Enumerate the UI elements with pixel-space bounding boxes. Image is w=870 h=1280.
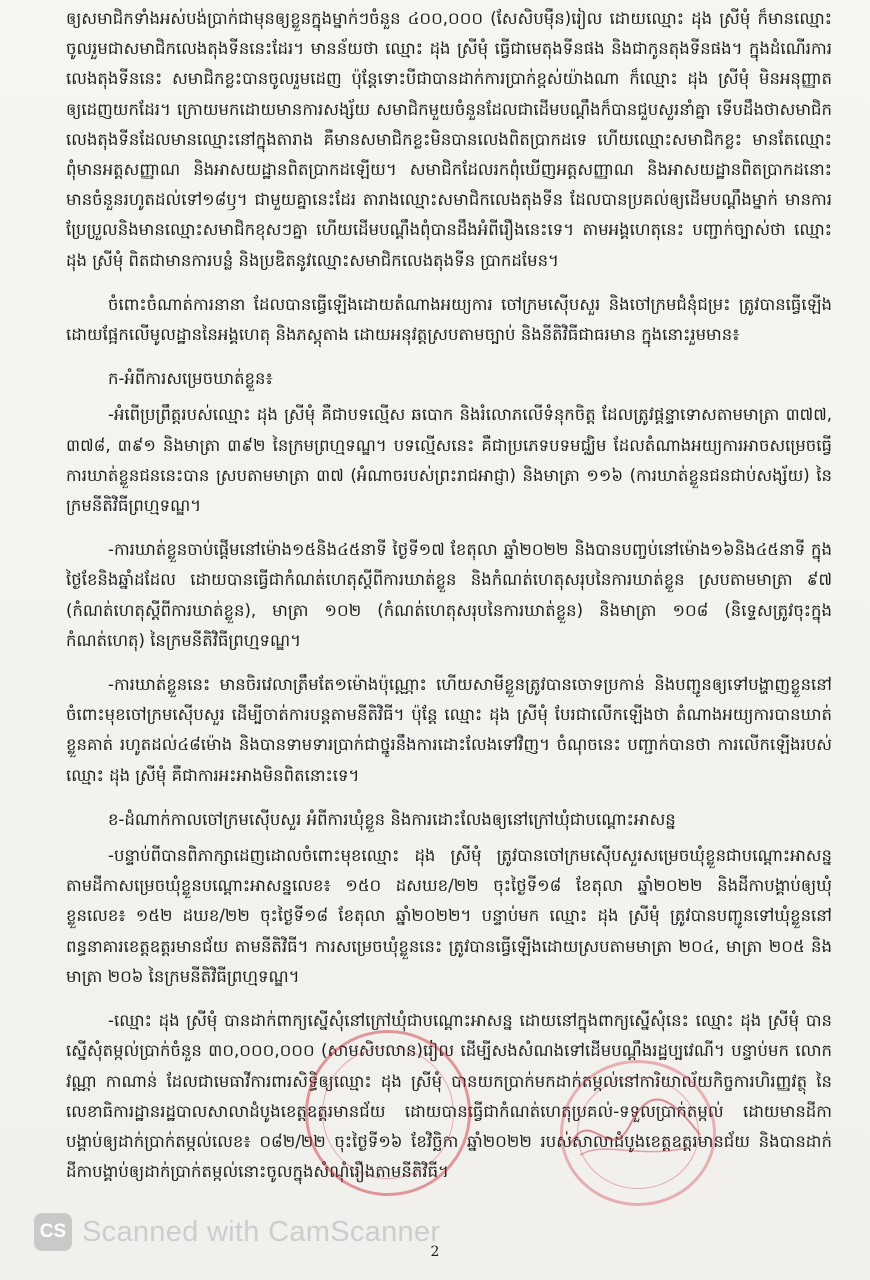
paragraph-intro: ឲ្យសមាជិកទាំងអស់បង់ប្រាក់ជាមុនឲ្យខ្លួនក្នុងម្នាក់ៗចំនួន ៤០០,០០០ (សែសិបម៉ឺន)រៀល ដោយឈ្មោះ ដុង ស្រីមុំ ក៏មានឈ្មោះចូលរួមជាសមាជិកលេងតុងទីននេះដែរ។ មានន័យថា ឈ្មោះ ដុង ស្រីមុំ ធ្វើជាមេតុងទីនផង និងជាកូនតុងទីនផង។ ក្នុងដំណើរការលេងតុងទីននេះ សមាជិកខ្លះបានចូលរួមដេញ ប៉ុន្តែទោះបីជាបានដាក់ការប្រាក់ខ្ពស់យ៉ាងណា ក៏ឈ្មោះ ដុង ស្រីមុំ មិនអនុញ្ញាតឲ្យដេញយកដែរ។ ក្រោយមកដោយមានការសង្ស័យ សមាជិកមួយចំនួនដែលជាដើមបណ្ដឹងក៏បានជួបសួរនាំគ្នា ទើបដឹងថាសមាជិកលេងតុងទីនដែលមានឈ្មោះនៅក្នុងតារាង គឺមានសមាជិកខ្លះមិនបានលេងពិតប្រាកដទេ ហើយឈ្មោះសមាជិកខ្លះ មានតែឈ្មោះ ពុំមានអត្តសញ្ញាណ និងអាសយដ្ឋានពិតប្រាកដឡើយ។ សមាជិកដែលរកពុំឃើញអត្តសញ្ញាណ និងអាសយដ្ឋានពិតប្រាកដនោះ មានចំនួនរហូតដល់ទៅ១៨ឫ។ ជាមួយគ្នានេះដែរ តារាងឈ្មោះសមាជិកលេងតុងទីន ដែលបានប្រគល់ឲ្យដើមបណ្ដឹងម្នាក់ មានការប្រែប្រួលនិងមានឈ្មោះសមាជិកខុសៗគ្នា ហើយដើមបណ្ដឹងពុំបានដឹងអំពីរឿងនេះទេ។ តាមអង្គហេតុនេះ បញ្ជាក់ច្បាស់ថា ឈ្មោះ ដុង ស្រីមុំ ពិតជាមានការបន្លំ និងប្រឌិតនូវឈ្មោះសមាជិកលេងតុងទីន ប្រាកដមែន។ xyxy=(66,9,832,270)
paragraph-detention-duration: -ការឃាត់ខ្លួននេះ មានចិរវេលាត្រឹមតែ១ម៉ោងប៉ុណ្ណោះ ហើយសាមីខ្លួនត្រូវបានចោទប្រកាន់ និងបញ្ជូនឲ្យទៅបង្ហាញខ្លួននៅចំពោះមុខចៅក្រមស៊ើបសួរ ដើម្បីចាត់ការបន្តតាមនីតិវិធី។ ប៉ុន្តែ ឈ្មោះ ដុង ស្រីមុំ បែរជាលើកឡើងថា តំណាងអយ្យការបានឃាត់ខ្លួនគាត់ រហូតដល់៤៨ម៉ោង និងបានទាមទារប្រាក់ជាថ្នូរនឹងការដោះលែងទៅវិញ។ ចំណុចនេះ បញ្ជាក់បានថា ការលើកឡើងរបស់ឈ្មោះ ដុង ស្រីមុំ គឺជាការអះអាងមិនពិតនោះទេ។ xyxy=(66,675,832,785)
paragraph-procedures: ចំពោះចំណាត់ការនានា ដែលបានធ្វើឡើងដោយតំណាងអយ្យការ ចៅក្រមស៊ើបសួរ និងចៅក្រមជំនុំជម្រះ ត្រូវបានធ្វើឡើងដោយផ្អែកលើមូលដ្ឋាននៃអង្គហេតុ និងភស្តុតាង ដោយអនុវត្តស្របតាមច្បាប់ និងនីតិវិធីជាធរមាន ក្នុងនោះរួមមាន៖ xyxy=(66,294,832,345)
document-body xyxy=(66,4,832,1201)
paragraph-bail-request: -ឈ្មោះ ដុង ស្រីមុំ បានដាក់ពាក្យស្នើសុំនៅក្រៅឃុំជាបណ្ដោះអាសន្ន ដោយនៅក្នុងពាក្យស្នើសុំនេះ ឈ្មោះ ដុង ស្រីមុំ បានស្នើសុំតម្កល់ប្រាក់ចំនួន ៣០,០០០,០០០ (សាមសិបលាន)រៀល ដើម្បីសងសំណងទៅដើមបណ្ដឹងរដ្ឋប្បវេណី។ បន្ទាប់មក លោក វណ្ណា កាណាន់ ដែលជាមេធាវីការពារសិទ្ធិឲ្យឈ្មោះ ដុង ស្រីមុំ បានយកប្រាក់មកដាក់តម្កល់នៅការិយាល័យកិច្ចការហិរញ្ញវត្ថុ នៃលេខាធិការដ្ឋានរដ្ឋបាលសាលាដំបូងខេត្តឧត្ដរមានជ័យ ដោយបានធ្វើជាកំណត់ហេតុប្រគល់-ទទួលប្រាក់តម្កល់ ដោយមានដីកាបង្គាប់ឲ្យដាក់ប្រាក់តម្កល់លេខ៖ ០៨២/២២ ចុះថ្ងៃទី១៦ ខែវិច្ឆិកា ឆ្នាំ២០២២ របស់សាលាដំបូងខេត្តឧត្ដរមានជ័យ និងបានដាក់ដីកាបង្គាប់ឲ្យដាក់ប្រាក់តម្កល់នោះចូលក្នុងសំណុំរឿងតាមនីតិវិធី។ xyxy=(66,1011,832,1182)
paragraph-offense: -អំពើប្រព្រឹត្តរបស់ឈ្មោះ ដុង ស្រីមុំ គឺជាបទល្មើស ឆបោក និងរំលោភលើទំនុកចិត្ត ដែលត្រូវផ្ដន្ទាទោសតាមមាត្រា ៣៧៧, ៣៧៨, ៣៩១ និងមាត្រា ៣៩២ នៃក្រមព្រហ្មទណ្ឌ។ បទល្មើសនេះ គឺជាប្រភេទបទមជ្ឈិម ដែលតំណាងអយ្យការអាចសម្រេចធ្វើការឃាត់ខ្លួនជននេះបាន ស្របតាមមាត្រា ៣៧ (អំណាចរបស់ព្រះរាជអាជ្ញា) និងមាត្រា ១១៦ (ការឃាត់ខ្លួនជនជាប់សង្ស័យ) នៃក្រមនីតិវិធីព្រហ្មទណ្ឌ។ xyxy=(66,405,832,516)
page-number: 2 xyxy=(430,1244,440,1260)
camscanner-logo-icon: CS xyxy=(34,1213,72,1251)
section-heading-detention: ក-អំពីការសម្រេចឃាត់ខ្លួន៖ xyxy=(108,369,273,389)
watermark-text: Scanned with CamScanner xyxy=(82,1215,441,1248)
section-heading-investigation: ខ-ដំណាក់កាលចៅក្រមស៊ើបសួរ អំពីការឃុំខ្លួន និងការដោះលែងឲ្យនៅក្រៅឃុំជាបណ្ដោះអាសន្ន xyxy=(108,809,676,829)
paragraph-provisional-detention: -បន្ទាប់ពីបានពិភាក្សាដេញដោលចំពោះមុខឈ្មោះ ដុង ស្រីមុំ ត្រូវបានចៅក្រមស៊ើបសួរសម្រេចឃុំខ្លួនជាបណ្ដោះអាសន្ន តាមដីកាសម្រេចឃុំខ្លួនបណ្ដោះអាសន្នលេខ៖ ១៥០ ដសឃខ/២២ ចុះថ្ងៃទី១៨ ខែតុលា ឆ្នាំ២០២២ និងដីកាបង្គាប់ឲ្យឃុំខ្លួនលេខ៖ ១៥២ ដឃខ/២២ ចុះថ្ងៃទី១៨ ខែតុលា ឆ្នាំ២០២២។ បន្ទាប់មក ឈ្មោះ ដុង ស្រីមុំ ត្រូវបានបញ្ជូនទៅឃុំខ្លួននៅពន្ធនាគារខេត្តឧត្ដរមានជ័យ តាមនីតិវិធី។ ការសម្រេចឃុំខ្លួននេះ ត្រូវបានធ្វើឡើងដោយស្របតាមមាត្រា ២០៤, មាត្រា ២០៥ និងមាត្រា ២០៦ នៃក្រមនីតិវិធីព្រហ្មទណ្ឌ។ xyxy=(66,846,832,986)
paragraph-detention-time: -ការឃាត់ខ្លួនចាប់ផ្ដើមនៅម៉ោង១៥និង៤៥នាទី ថ្ងៃទី១៧ ខែតុលា ឆ្នាំ២០២២ និងបានបញ្ចប់នៅម៉ោង១៦និង៤៥នាទី ក្នុងថ្ងៃខែនិងឆ្នាំដដែល ដោយបានធ្វើជាកំណត់ហេតុស្ដីពីការឃាត់ខ្លួន និងកំណត់ហេតុសរុបនៃការឃាត់ខ្លួន ស្របតាមមាត្រា ៩៧ (កំណត់ហេតុស្ដីពីការឃាត់ខ្លួន), មាត្រា ១០២ (កំណត់ហេតុសរុបនៃការឃាត់ខ្លួន) និងមាត្រា ១០៨ (និទ្ទេសត្រូវចុះក្នុងកំណត់ហេតុ) នៃក្រមនីតិវិធីព្រហ្មទណ្ឌ។ xyxy=(66,540,832,650)
camscanner-watermark xyxy=(34,1212,440,1252)
